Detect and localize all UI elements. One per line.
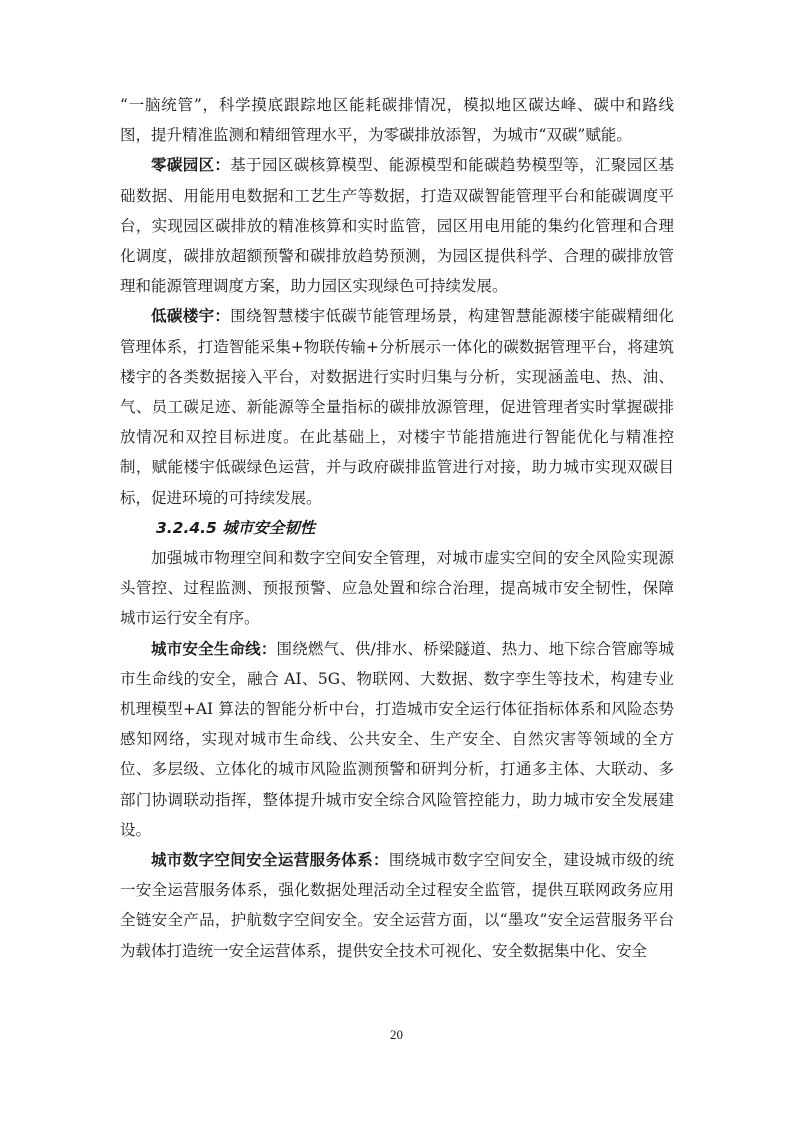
paragraph-text: 围绕燃气、供/排水、桥梁隧道、热力、地下综合管廊等城市生命线的安全，融合 AI、5G、物联网、大数据、数字孪生等技术，构建专业机理模型+AI 算法的智能分析中台，打造城市安全运行体征指标体系和风险态势感知网络，实现对城市生命线、公共安全、生产安全、自然灾害等领域的全方位、多层级、立体化的城市风险监测预警和研判分析，打通多主体、大联动、多部门协调联动指挥，整体提升城市安全综合风险管控能力，助力城市安全发展建设。 xyxy=(120,639,674,839)
paragraph-text: 基于园区碳核算模型、能源模型和能碳趋势模型等，汇聚园区基础数据、用能用电数据和工艺生产等数据，打造双碳智能管理平台和能碳调度平台，实现园区碳排放的精准核算和实时监管，园区用电用能的集约化管理和合理化调度，碳排放超额预警和碳排放趋势预测，为园区提供科学、合理的碳排放管理和能源管理调度方案，助力园区实现绿色可持续发展。 xyxy=(120,156,674,296)
paragraph-continuation xyxy=(120,90,674,150)
paragraph-zero-carbon-park xyxy=(120,150,674,301)
page-body xyxy=(120,90,674,966)
paragraph-lead: 城市安全生命线： xyxy=(151,639,277,658)
paragraph-security-intro xyxy=(120,543,674,634)
paragraph-text: 围绕城市数字空间安全，建设城市级的统一安全运营服务体系，强化数据处理活动全过程安全监管，提供互联网政务应用全链安全产品，护航数字空间安全。安全运营方面，以“墨攻”安全运营服务平台为载体打造统一安全运营体系，提供安全技术可视化、安全数据集中化、安全 xyxy=(120,851,674,960)
paragraph-text: “一脑统管”，科学摸底跟踪地区能耗碳排情况，模拟地区碳达峰、碳中和路线图，提升精准监测和精细管理水平，为零碳排放添智，为城市“双碳”赋能。 xyxy=(120,96,674,145)
paragraph-city-lifeline xyxy=(120,634,674,845)
paragraph-digital-space-security xyxy=(120,845,674,966)
paragraph-lead: 零碳园区： xyxy=(151,156,231,175)
page-number: 20 xyxy=(390,1027,403,1042)
section-heading: 3.2.4.5 城市安全韧性 xyxy=(156,518,316,537)
paragraph-text: 围绕智慧楼宇低碳节能管理场景，构建智慧能源楼宇能碳精细化管理体系，打造智能采集+物联传输+分析展示一体化的碳数据管理平台，将建筑楼宇的各类数据接入平台，对数据进行实时归集与分析，实现涵盖电、热、油、气、员工碳足迹、新能源等全量指标的碳排放源管理，促进管理者实时掌握碳排放情况和双控目标进度。在此基础上，对楼宇节能措施进行智能优化与精准控制，赋能楼宇低碳绿色运营，并与政府碳排监管进行对接，助力城市实现双碳目标，促进环境的可持续发展。 xyxy=(120,307,674,507)
paragraph-low-carbon-building xyxy=(120,301,674,512)
paragraph-text: 加强城市物理空间和数字空间安全管理，对城市虚实空间的安全风险实现源头管控、过程监测、预报预警、应急处置和综合治理，提高城市安全韧性，保障城市运行安全有序。 xyxy=(120,549,674,628)
paragraph-lead: 城市数字空间安全运营服务体系： xyxy=(151,851,389,870)
paragraph-lead: 低碳楼宇： xyxy=(151,307,231,326)
